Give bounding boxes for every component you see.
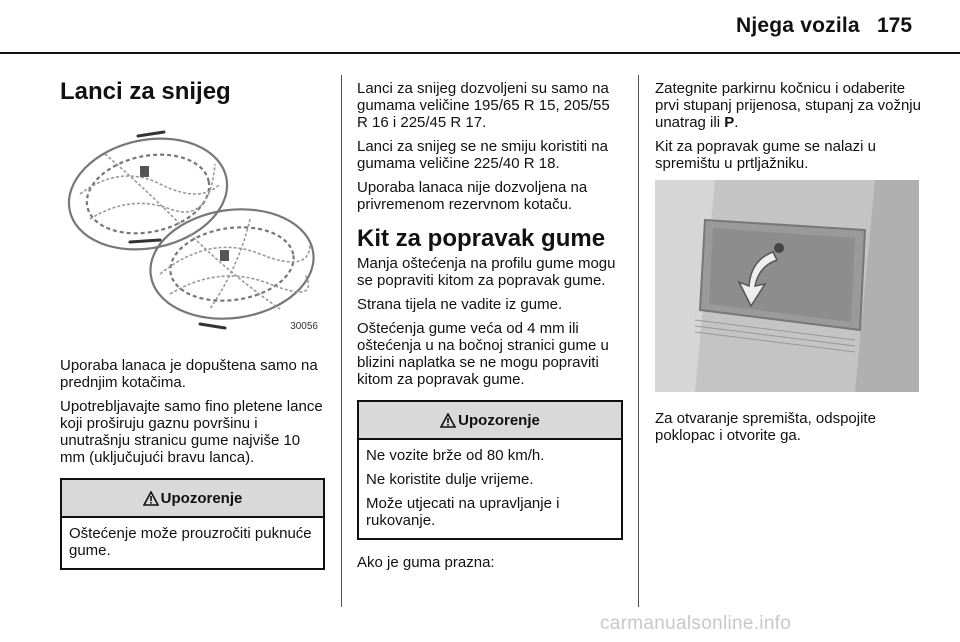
warning-icon: [143, 491, 159, 506]
figure-number: 30056: [290, 321, 318, 332]
section-heading-snow-chains: Lanci za snijeg: [60, 78, 231, 105]
column-1: [60, 78, 325, 584]
section-heading-tyre-repair-kit: Kit za popravak gume: [357, 225, 606, 252]
warning-box: [357, 400, 623, 540]
warning-header: [62, 480, 323, 518]
paragraph: Kit za popravak gume se nalazi u spremištu u prtljažniku.: [655, 138, 876, 172]
header-rule: [0, 52, 960, 54]
column-2: [357, 80, 623, 578]
paragraph: Uporaba lanaca nije dozvoljena na privremenom rezervnom kotaču.: [357, 179, 588, 213]
warning-line: Ne vozite brže od 80 km/h.: [366, 447, 545, 464]
paragraph: Manja oštećenja na profilu gume mogu se popraviti kitom za popravak gume.: [357, 255, 616, 289]
trunk-storage-photo: [655, 180, 919, 392]
warning-line: Ne koristite dulje vrijeme.: [366, 471, 534, 488]
warning-box: [60, 478, 325, 570]
warning-line: Može utjecati na upravljanje i rukovanje.: [366, 495, 560, 529]
warning-title: Upozorenje: [160, 489, 243, 507]
warning-line: Oštećenje može prouzročiti puknuće gume.: [69, 525, 312, 559]
paragraph: Ako je guma prazna:: [357, 554, 495, 571]
paragraph: Oštećenja gume veća od 4 mm ili oštećenja u na bočnoj stranici gume u blizini naplatka se ne mogu popraviti kitom za popravak gume.: [357, 320, 609, 388]
snow-chain-drawing: [60, 124, 322, 337]
paragraph-text-end: .: [734, 114, 739, 131]
page-number: 175: [877, 14, 913, 37]
snow-chains-illustration: [60, 124, 322, 337]
paragraph: Strana tijela ne vadite iz gume.: [357, 296, 563, 313]
warning-body: [62, 518, 323, 568]
paragraph-parking-brake: [655, 80, 921, 131]
paragraph: Uporaba lanaca je dopuštena samo na prednjim kotačima.: [60, 357, 318, 391]
header-title: Njega vozila: [736, 14, 860, 37]
warning-icon: [440, 413, 456, 428]
watermark: carmanualsonline.info: [600, 613, 792, 634]
column-3: [655, 80, 921, 451]
warning-header: [359, 402, 621, 440]
paragraph: Lanci za snijeg dozvoljeni su samo na gumama veličine 195/65 R 15, 205/55 R 16 i 225/45 R 17.: [357, 80, 610, 131]
paragraph: Lanci za snijeg se ne smiju koristiti na gumama veličine 225/40 R 18.: [357, 138, 608, 172]
paragraph-text: Zategnite parkirnu kočnicu i odaberite prvi stupanj prijenosa, stupanj za vožnju unatrag ili: [655, 80, 921, 131]
column-divider-1: [341, 75, 342, 607]
paragraph: Za otvaranje spremišta, odspojite poklopac i otvorite ga.: [655, 410, 876, 444]
warning-body: [359, 440, 621, 538]
trunk-storage-drawing: [655, 180, 919, 392]
column-divider-2: [638, 75, 639, 607]
paragraph: Upotrebljavajte samo fino pletene lance koji proširuju gaznu površinu i unutrašnju stranicu gume najviše 10 mm (uključujući bravu lanca).: [60, 398, 323, 466]
warning-title: Upozorenje: [458, 411, 540, 429]
gear-p-label: P: [724, 114, 735, 131]
